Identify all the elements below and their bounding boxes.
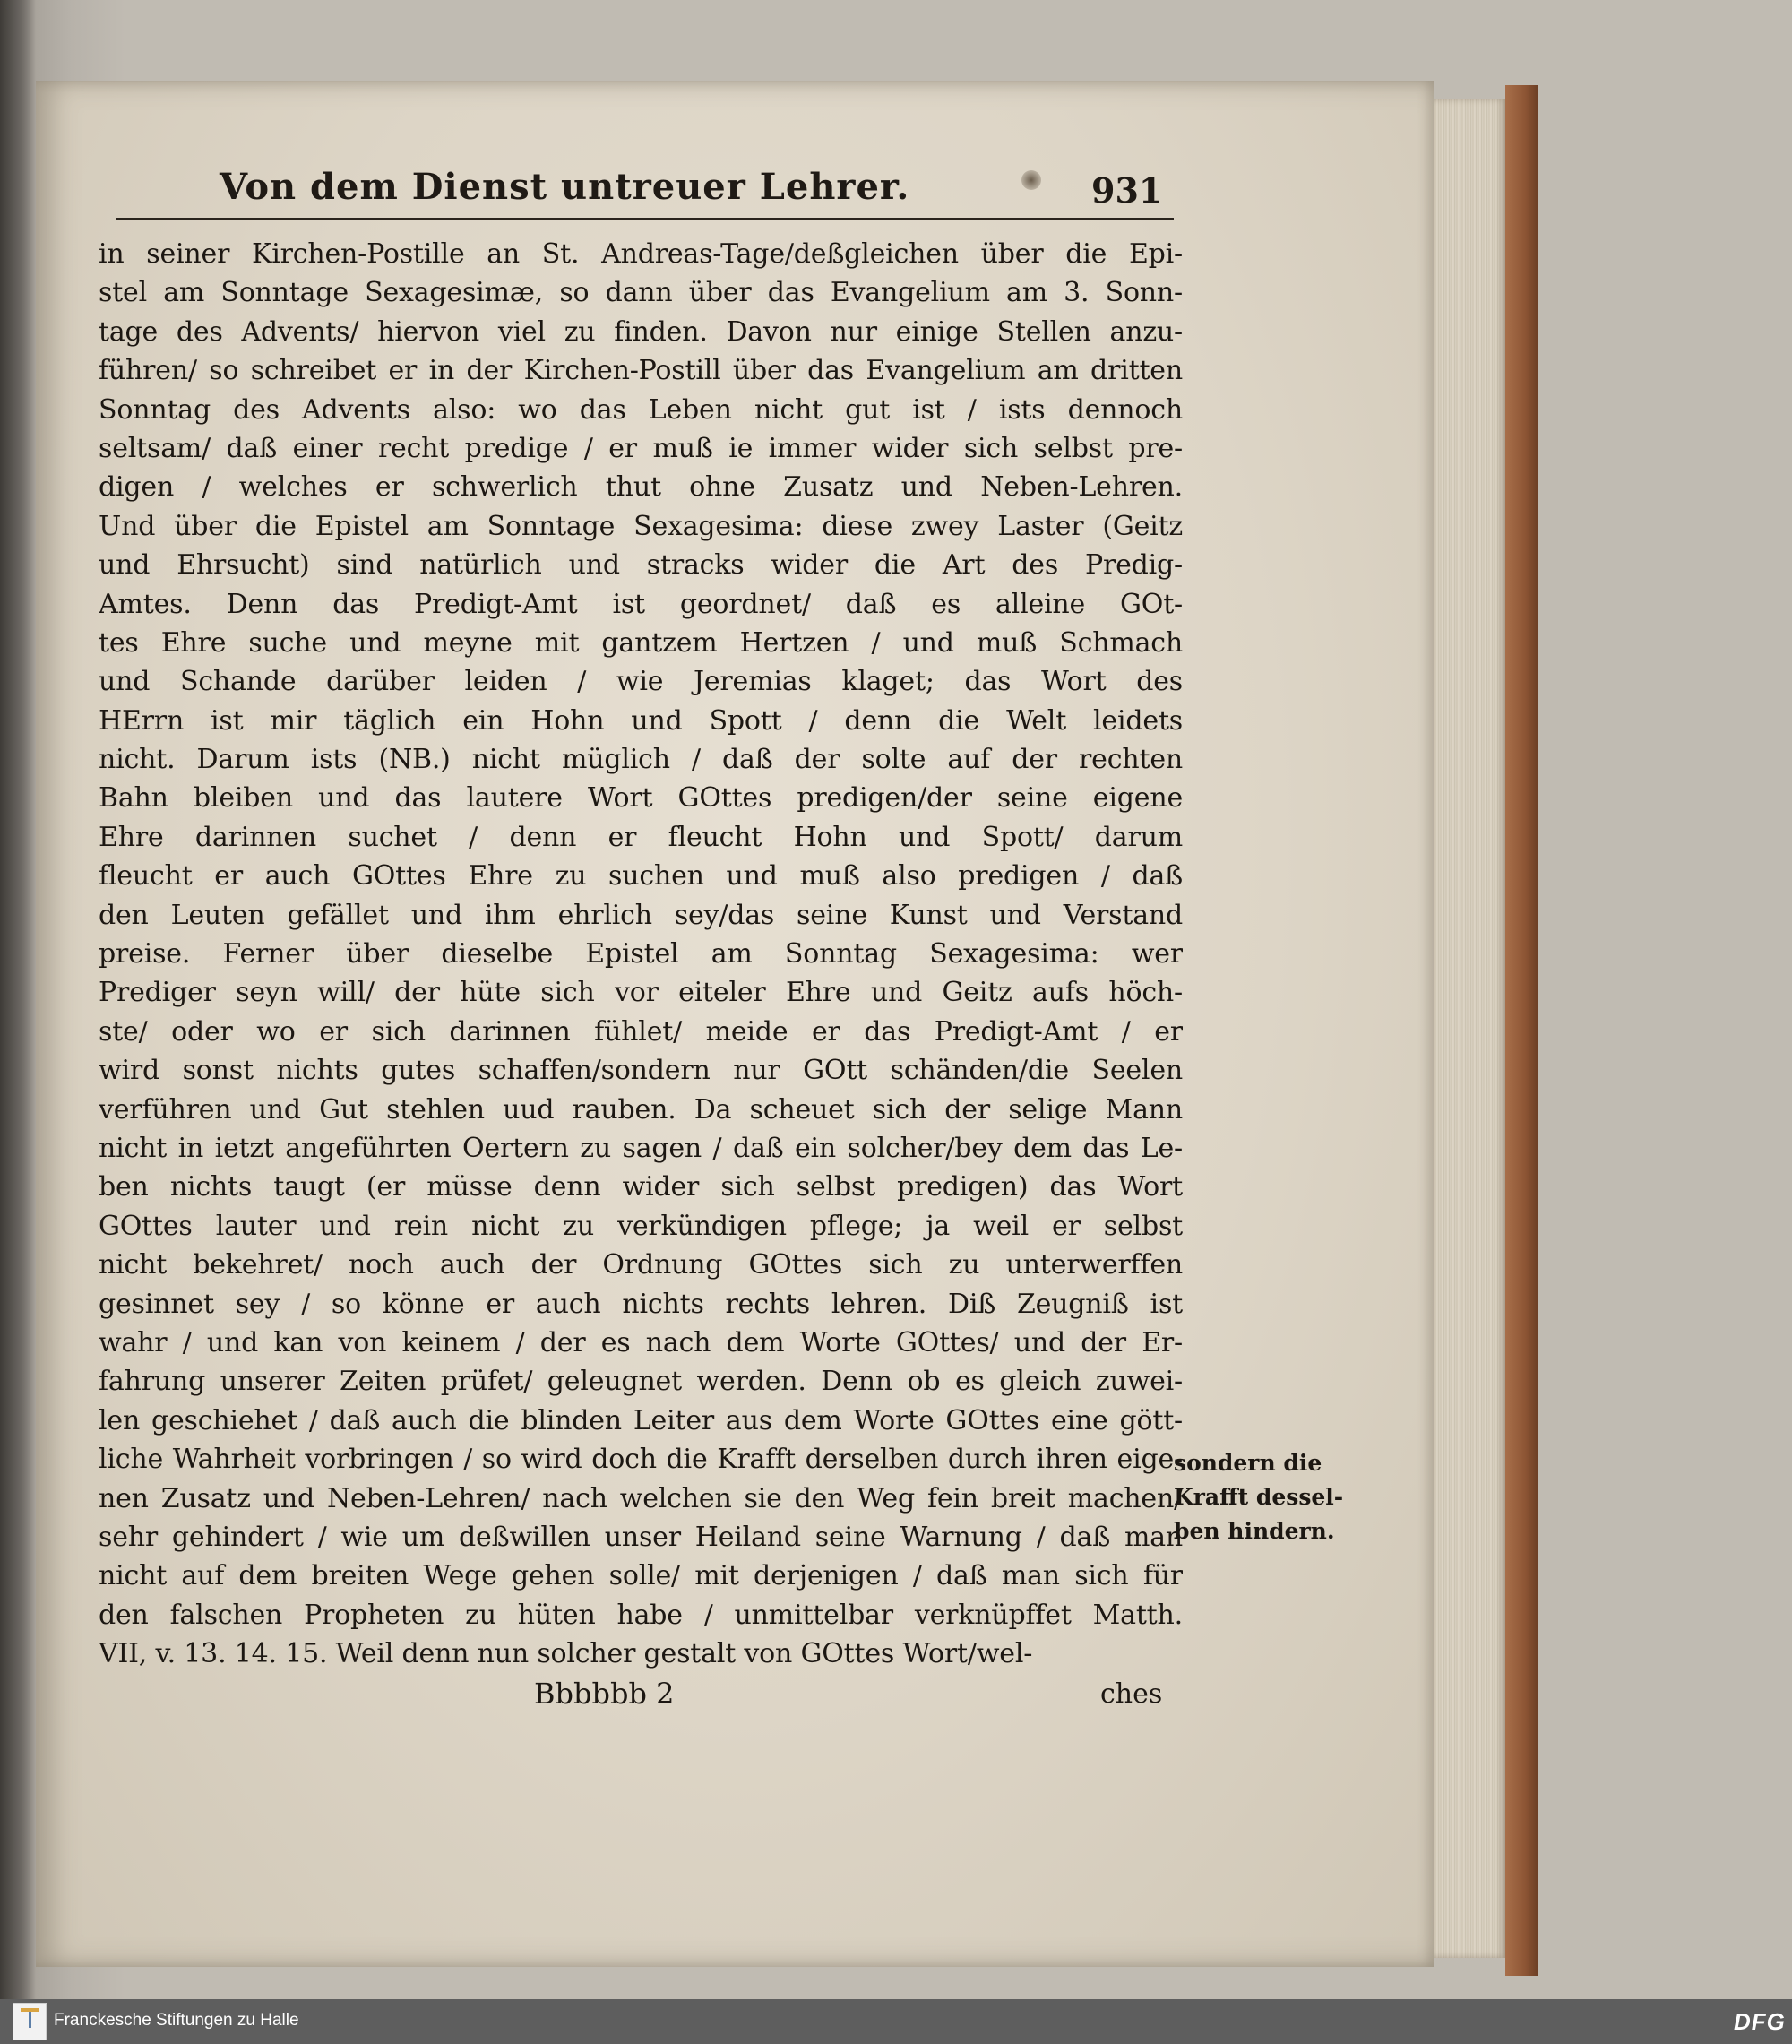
text-line: den falschen Propheten zu hüten habe / unmittelbar verknüpffet Matth. bbox=[99, 1599, 1183, 1631]
text-line: verführen und Gut stehlen uud rauben. Da scheuet sich der selige Mann bbox=[99, 1093, 1183, 1125]
text-line: Sonntag des Advents also: wo das Leben nicht gut ist / ists dennoch bbox=[99, 393, 1183, 426]
text-line: preise. Ferner über dieselbe Epistel am Sonntag Sexagesima: wer bbox=[99, 938, 1183, 970]
marginal-note-line: ben hindern. bbox=[1174, 1518, 1335, 1544]
text-line: nicht auf dem breiten Wege gehen solle/ mit derjenigen / daß man sich für bbox=[99, 1560, 1183, 1592]
catchword: ches bbox=[1100, 1678, 1163, 1710]
signature-mark: Bbbbbb 2 bbox=[534, 1677, 675, 1711]
text-line: fleucht er auch GOttes Ehre zu suchen und muß also predigen / daß bbox=[99, 860, 1183, 893]
text-line: HErrn ist mir täglich ein Hohn und Spott / denn die Welt leidets bbox=[99, 704, 1183, 737]
text-line: stel am Sonntage Sexagesimæ, so dann über das Evangelium am 3. Sonn- bbox=[99, 277, 1183, 309]
text-line: liche Wahrheit vorbringen / so wird doch die Krafft derselben durch ihren eige- bbox=[99, 1444, 1183, 1476]
text-line: Bahn bleiben und das lautere Wort GOttes predigen/der seine eigene bbox=[99, 782, 1183, 815]
text-line: sehr gehindert / wie um deßwillen unser Heiland seine Warnung / daß man bbox=[99, 1521, 1183, 1553]
marginal-note-line: sondern die bbox=[1174, 1450, 1322, 1476]
text-line: führen/ so schreibet er in der Kirchen-Postill über das Evangelium am dritten bbox=[99, 355, 1183, 387]
text-line: und Schande darüber leiden / wie Jeremias klaget; das Wort des bbox=[99, 666, 1183, 698]
marginal-note bbox=[1174, 1446, 1344, 1548]
text-line: Ehre darinnen suchet / denn er fleucht Hohn und Spott/ darum bbox=[99, 821, 1183, 853]
text-line: Prediger seyn will/ der hüte sich vor eiteler Ehre und Geitz aufs höch- bbox=[99, 977, 1183, 1009]
text-line: digen / welches er schwerlich thut ohne Zusatz und Neben-Lehren. bbox=[99, 471, 1183, 504]
text-line: nen Zusatz und Neben-Lehren/ nach welchen sie den Weg fein breit machen/ bbox=[99, 1482, 1183, 1514]
text-line: und Ehrsucht) sind natürlich und stracks wider die Art des Predig- bbox=[99, 549, 1183, 582]
text-line: nicht bekehret/ noch auch der Ordnung GOttes sich zu unterwerffen bbox=[99, 1249, 1183, 1281]
text-line: tage des Advents/ hiervon viel zu finden. Davon nur einige Stellen anzu- bbox=[99, 315, 1183, 348]
header-rule bbox=[116, 218, 1174, 220]
text-line: in seiner Kirchen-Postille an St. Andreas-Tage/deßgleichen über die Epi- bbox=[99, 238, 1183, 270]
text-line: GOttes lauter und rein nicht zu verkündigen pflege; ja weil er selbst bbox=[99, 1210, 1183, 1242]
text-line: nicht. Darum ists (NB.) nicht müglich / daß der solte auf der rechten bbox=[99, 744, 1183, 776]
book-gutter-shadow bbox=[0, 0, 36, 1999]
page-number: 931 bbox=[1091, 170, 1163, 211]
page-edges bbox=[1434, 99, 1505, 1958]
text-line: tes Ehre suche und meyne mit gantzem Hertzen / und muß Schmach bbox=[99, 626, 1183, 659]
text-line: ste/ oder wo er sich darinnen fühlet/ meide er das Predigt-Amt / er bbox=[99, 1015, 1183, 1048]
text-line: wahr / und kan von keinem / der es nach dem Worte GOttes/ und der Er- bbox=[99, 1326, 1183, 1358]
text-line: den Leuten gefället und ihm ehrlich sey/das seine Kunst und Verstand bbox=[99, 899, 1183, 931]
ink-stain bbox=[1021, 170, 1041, 190]
text-line: Und über die Epistel am Sonntage Sexagesima: diese zwey Laster (Geitz bbox=[99, 510, 1183, 542]
book-cover-edge bbox=[1505, 85, 1538, 1976]
text-line: ben nichts taugt (er müsse denn wider sich selbst predigen) das Wort bbox=[99, 1171, 1183, 1203]
dfg-logo[interactable]: DFG bbox=[1734, 2008, 1786, 2035]
marginal-note-line: Krafft dessel- bbox=[1174, 1484, 1344, 1510]
body-text bbox=[99, 235, 1183, 1673]
text-line: gesinnet sey / so könne er auch nichts rechts lehren. Diß Zeugniß ist bbox=[99, 1288, 1183, 1320]
institution-name[interactable]: Franckesche Stiftungen zu Halle bbox=[54, 2011, 299, 2030]
footer-bar bbox=[0, 1999, 1792, 2044]
text-line: len geschiehet / daß auch die blinden Leiter aus dem Worte GOttes eine gött- bbox=[99, 1404, 1183, 1436]
text-line: Amtes. Denn das Predigt-Amt ist geordnet/ daß es alleine GOt- bbox=[99, 588, 1183, 620]
text-line: nicht in ietzt angeführten Oertern zu sagen / daß ein solcher/bey dem das Le- bbox=[99, 1132, 1183, 1164]
text-line: wird sonst nichts gutes schaffen/sondern nur GOtt schänden/die Seelen bbox=[99, 1055, 1183, 1087]
text-line: VII, v. 13. 14. 15. Weil denn nun solcher gestalt von GOttes Wort/wel- bbox=[99, 1638, 1033, 1670]
text-line: seltsam/ daß einer recht predige / er muß ie immer wider sich selbst pre- bbox=[99, 432, 1183, 464]
institution-logo-icon[interactable] bbox=[13, 2003, 47, 2040]
text-line: fahrung unserer Zeiten prüfet/ geleugnet werden. Denn ob es gleich zuwei- bbox=[99, 1366, 1183, 1398]
running-title: Von dem Dienst untreuer Lehrer. bbox=[220, 166, 910, 208]
